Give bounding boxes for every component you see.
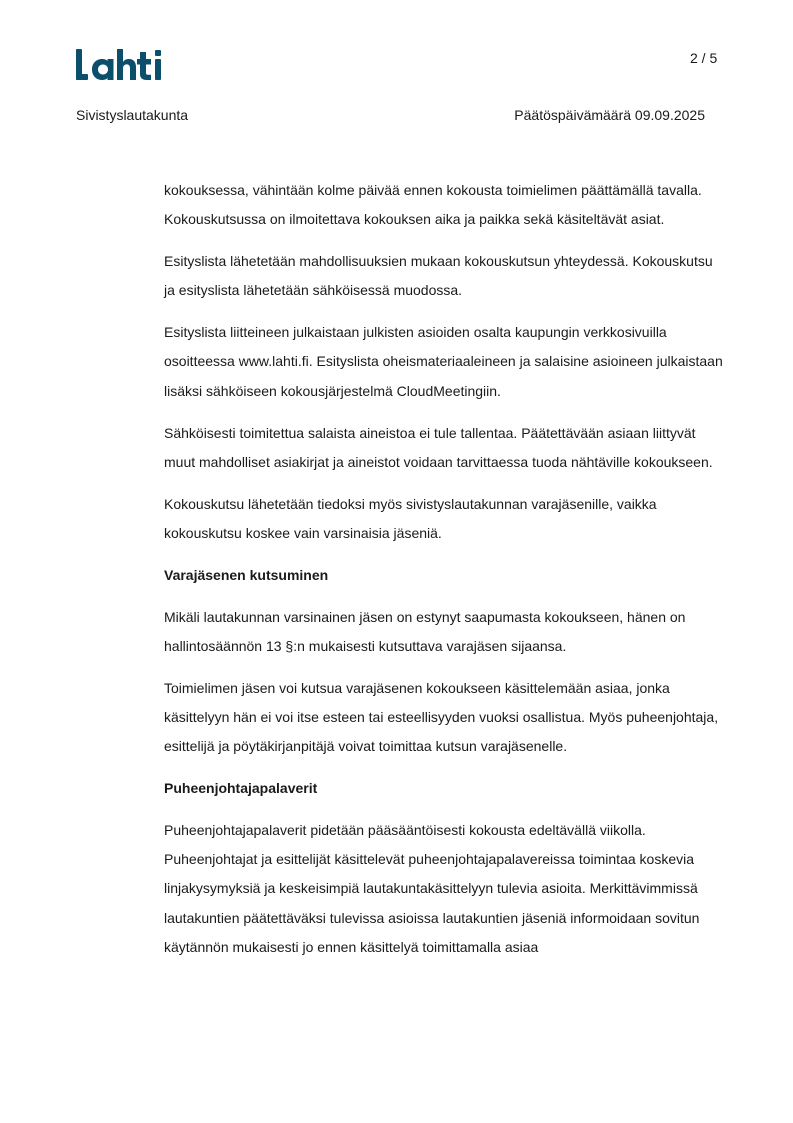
paragraph: Kokouskutsu lähetetään tiedoksi myös sivistyslautakunnan varajäsenille, vaikka kokouskutsu koskee vain varsinaisia jäseniä.	[164, 495, 657, 541]
decision-date: Päätöspäivämäärä 09.09.2025	[514, 107, 705, 123]
lahti-logo	[76, 48, 168, 82]
paragraph: kokouksessa, vähintään kolme päivää ennen kokousta toimielimen päättämällä tavalla. Kokouskutsussa on ilmoitettava kokouksen aika ja paikka sekä käsiteltävät asiat.	[164, 182, 702, 228]
section-heading: Varajäsenen kutsuminen	[164, 566, 329, 583]
paragraph: Puheenjohtajapalaverit pidetään pääsääntöisesti kokousta edeltävällä viikolla. Puheenjohtajat ja esittelijät käsittelevät puheenjohtajapalavereissa toimintaa koskevia linjakysymyksiä ja keskeisimpiä lautakuntakäsittelyyn tulevia asioita. Merkittävimmissä lautakuntien päätettäväksi tulevissa asioissa lautakuntien jäseniä informoidaan sovitun käytännön mukaisesti jo ennen käsittelyä toimittamalla asiaa	[164, 821, 700, 956]
section-heading: Puheenjohtajapalaverit	[164, 780, 318, 797]
paragraph: Mikäli lautakunnan varsinainen jäsen on estynyt saapumasta kokoukseen, hänen on hallintosäännön 13 §:n mukaisesti kutsuttava varajäsen sijaansa.	[164, 608, 686, 654]
paragraph: Esityslista liitteineen julkaistaan julkisten asioiden osalta kaupungin verkkosivuilla osoitteessa www.lahti.fi. Esityslista oheismateriaaleineen ja salaisine asioineen julkaistaan lisäksi sähköiseen kokousjärjestelmä CloudMeetingiin.	[164, 324, 723, 399]
organization-name: Sivistyslautakunta	[76, 107, 189, 123]
lahti-logo-mark	[76, 48, 168, 82]
document-body	[164, 176, 724, 975]
page-number: 2 / 5	[690, 50, 718, 66]
paragraph: Esityslista lähetetään mahdollisuuksien mukaan kokouskutsun yhteydessä. Kokouskutsu ja esityslista lähetetään sähköisessä muodossa.	[164, 253, 713, 299]
paragraph: Toimielimen jäsen voi kutsua varajäsenen kokoukseen käsittelemään asiaa, jonka käsittelyyn hän ei voi itse esteen tai esteellisyyden vuoksi osallistua. Myös puheenjohtaja, esittelijä ja pöytäkirjanpitäjä voivat toimittaa kutsun varajäsenelle.	[164, 679, 719, 755]
paragraph: Sähköisesti toimitettua salaista aineistoa ei tule tallentaa. Päätettävään asiaan liittyvät muut mahdolliset asiakirjat ja aineistot voidaan tarvittaessa tuoda nähtäville kokoukseen.	[164, 424, 713, 470]
